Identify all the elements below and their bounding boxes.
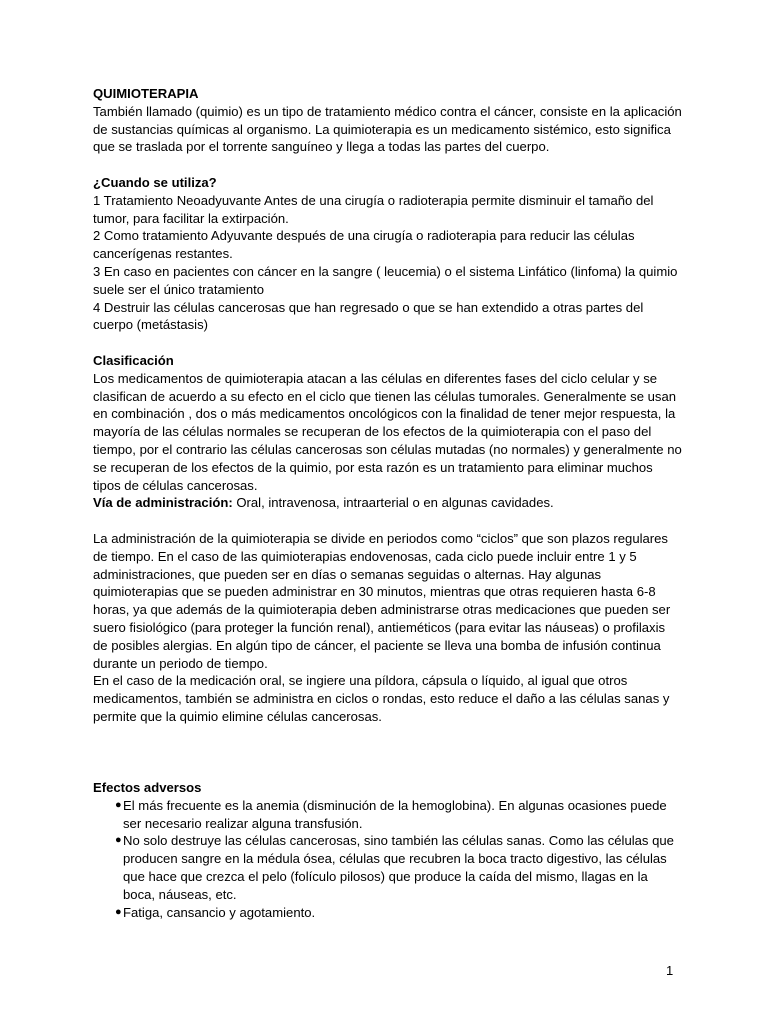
list-item-text: Fatiga, cansancio y agotamiento. [123, 904, 316, 920]
oral-medication-paragraph: En el caso de la medicación oral, se ingiere una píldora, cápsula o líquido, al igual que otros medicamentos, también se administra en ciclos o rondas, esto reduce el daño a las células sanas y permite que la quimio elimine células cancerosas. [93, 673, 670, 724]
administration-route-label: Vía de administración: [93, 495, 233, 511]
bullet-icon: ● [115, 834, 122, 847]
bullet-icon: ● [115, 905, 122, 918]
list-item [93, 832, 683, 903]
adverse-effects-list [93, 797, 683, 922]
spacer [93, 726, 683, 779]
spacer [93, 156, 683, 174]
document-body [93, 85, 683, 921]
page-number: 1 [666, 963, 674, 978]
usage-item-4: 4 Destruir las células cancerosas que han regresado o que se han extendido a otras partes del cuerpo (metástasis) [93, 299, 644, 333]
section-title-cuando-se-utiliza: ¿Cuando se utiliza? [93, 174, 217, 190]
bullet-icon: ● [115, 798, 122, 811]
usage-item-2: 2 Como tratamiento Adyuvante después de una cirugía o radioterapia para reducir las células cancerígenas restantes. [93, 228, 635, 262]
list-item [93, 904, 683, 922]
usage-item-3: 3 En caso en pacientes con cáncer en la sangre ( leucemia) o el sistema Linfático (linfoma) la quimio suele ser el único tratamiento [93, 263, 678, 297]
administration-route-text: Oral, intravenosa, intraarterial o en algunas cavidades. [232, 495, 554, 511]
section-title-clasificacion: Clasificación [93, 352, 174, 368]
intro-paragraph: También llamado (quimio) es un tipo de tratamiento médico contra el cáncer, consiste en la aplicación de sustancias químicas al organismo. La quimioterapia es un medicamento sistémico, esto significa que se traslada por el torrente sanguíneo y llega a todas las partes del cuerpo. [93, 103, 682, 155]
administration-route [93, 494, 683, 512]
classification-paragraph: Los medicamentos de quimioterapia atacan a las células en diferentes fases del ciclo celular y se clasifican de acuerdo a su efecto en el ciclo que tienen las células tumorales. Generalmente se usan en combinación , dos o más medicamentos oncológicos con la finalidad de tener mejor respuesta, la mayoría de las células normales se recuperan de los efectos de la quimioterapia con el paso del tiempo, por el contrario las células cancerosas son células mutadas (no normales) y generalmente no se recuperan de los efectos de la quimio, por esta razón es un tratamiento para eliminar muchos tipos de células cancerosas. [93, 370, 682, 493]
section-title-efectos-adversos: Efectos adversos [93, 780, 202, 796]
cycles-paragraph: La administración de la quimioterapia se divide en periodos como “ciclos” que son plazos regulares de tiempo. En el caso de las quimioterapias endovenosas, cada ciclo puede incluir entre 1 y 5 administraciones, que pueden ser en días o semanas seguidas o alternas. Hay algunas quimioterapias que se pueden administrar en 30 minutos, mientras que otras requieren hasta 6-8 horas, ya que además de la quimioterapia deben administrarse otras medicaciones que pueden ser suero fisiológico (para proteger la función renal), antieméticos (para evitar las náuseas) o profilaxis de posibles alergias. En algún tipo de cáncer, el paciente se lleva una bomba de infusión continua durante un periodo de tiempo. [93, 530, 671, 671]
list-item-text: El más frecuente es la anemia (disminución de la hemoglobina). En algunas ocasiones puede ser necesario realizar alguna transfusión. [123, 797, 667, 831]
usage-item-1: 1 Tratamiento Neoadyuvante Antes de una cirugía o radioterapia permite disminuir el tamaño del tumor, para facilitar la extirpación. [93, 192, 654, 226]
list-item-text: No solo destruye las células cancerosas, sino también las células sanas. Como las células que producen sangre en la médula ósea, células que recubren la boca tracto digestivo, las células que hace que crezca el pelo (folículo pilosos) que produce la caída del mismo, llagas en la boca, náuseas, etc. [123, 833, 674, 902]
spacer [93, 512, 683, 530]
list-item [93, 797, 683, 833]
spacer [93, 334, 683, 352]
section-title-quimioterapia: QUIMIOTERAPIA [93, 86, 199, 101]
